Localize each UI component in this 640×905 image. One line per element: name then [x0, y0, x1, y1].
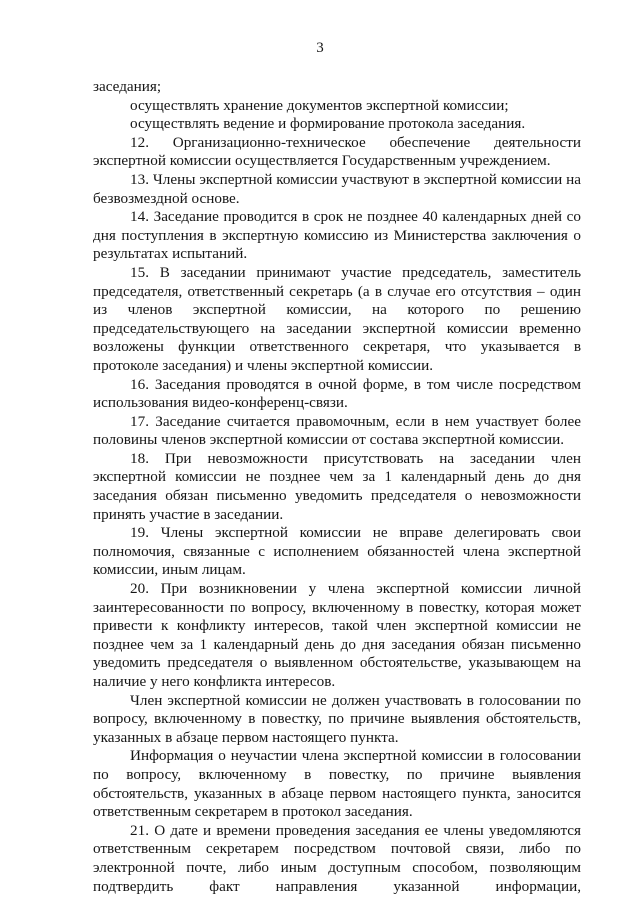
paragraph-15: 15. В заседании принимают участие председатель, заместитель председателя, ответственный секретарь (а в случае его отсутствия – один из членов экспертной комиссии, на которого по решению председательствующего на заседании экспертной комиссии временно возложены функции ответственного секретаря, что указывается в протоколе заседания) и члены экспертной комиссии.	[93, 263, 581, 374]
document-body	[93, 78, 581, 896]
paragraph-21: 21. О дате и времени проведения заседания ее члены уведомляются ответственным секретарем посредством почтовой связи, либо по электронной почте, либо иным доступным способом, позволяющим подтвердить факт направления указанной информации,	[93, 821, 581, 895]
paragraph-20-abstain: Член экспертной комиссии не должен участвовать в голосовании по вопросу, включенному в повестку, по причине выявления обстоятельств, указанных в абзаце первом настоящего пункта.	[93, 691, 581, 746]
paragraph-13: 13. Члены экспертной комиссии участвуют в экспертной комиссии на безвозмездной основе.	[93, 170, 581, 207]
paragraph-16: 16. Заседания проводятся в очной форме, в том числе посредством использования видео-конференц-связи.	[93, 375, 581, 412]
paragraph-14: 14. Заседание проводится в срок не позднее 40 календарных дней со дня поступления в экспертную комиссию из Министерства заключения о результатах испытаний.	[93, 208, 581, 263]
paragraph-12: 12. Организационно-техническое обеспечение деятельности экспертной комиссии осуществляется Государственным учреждением.	[93, 133, 581, 170]
paragraph-continuation: заседания;	[93, 78, 162, 95]
paragraph-17: 17. Заседание считается правомочным, если в нем участвует более половины членов экспертной комиссии от состава экспертной комиссии.	[93, 412, 581, 449]
paragraph-keep-minutes: осуществлять ведение и формирование протокола заседания.	[130, 115, 526, 133]
paragraph-20-record: Информация о неучастии члена экспертной комиссии в голосовании по вопросу, включенному в повестку, по причине выявления обстоятельств, указанных в абзаце первом настоящего пункта, заносится ответственным секретарем в протокол заседания.	[93, 747, 581, 821]
page-number: 3	[316, 40, 324, 56]
paragraph-store-documents: осуществлять хранение документов экспертной комиссии;	[130, 96, 509, 114]
paragraph-18: 18. При невозможности присутствовать на заседании член экспертной комиссии не позднее чем за 1 календарный день до дня заседания обязан письменно уведомить председателя о невозможности принять участие в заседании.	[93, 449, 581, 523]
paragraph-19: 19. Члены экспертной комиссии не вправе делегировать свои полномочия, связанные с исполнением обязанностей члена экспертной комиссии, иным лицам.	[93, 524, 581, 579]
paragraph-20: 20. При возникновении у члена экспертной комиссии личной заинтересованности по вопросу, включенному в повестку, которая может привести к конфликту интересов, такой член экспертной комиссии не позднее чем за 1 календарный день до дня заседания обязан письменно уведомить председателя о выявленном обстоятельстве, указывающем на наличие у него конфликта интересов.	[93, 580, 581, 690]
